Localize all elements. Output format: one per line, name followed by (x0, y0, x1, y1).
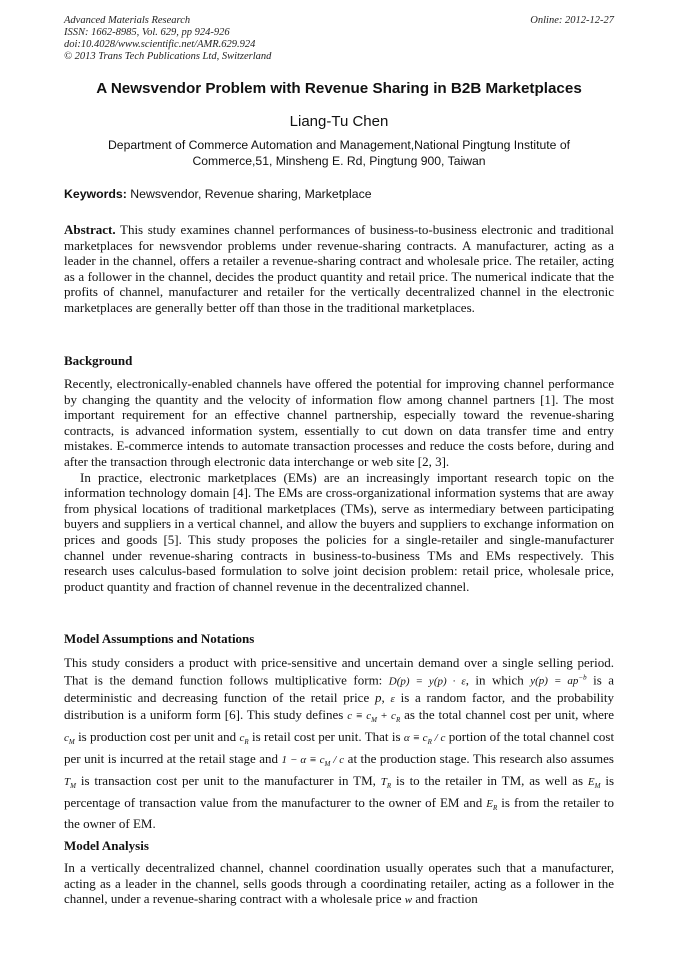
section-heading-assumptions: Model Assumptions and Notations (64, 631, 255, 646)
abstract-text: This study examines channel performances of business-to-business electronic and traditional marketplaces for newsvendor problems under revenue-sharing contracts. A manufacturer, acting as a leader in the channel, offers a retailer a revenue-sharing contract and wholesale price. The retailer, acting as a follower in the channel, decides the product quantity and retail price. The numerical indicate that the profits of channel, manufacturer and retailer for the vertically decentralized channel in the electronic marketplaces are generally better off than those in the traditional marketplaces. (64, 222, 614, 315)
keywords-text: Newsvendor, Revenue sharing, Marketplace (130, 187, 372, 201)
journal-name: Advanced Materials Research (64, 15, 191, 26)
one-minus-alpha-formula: $1 - \alpha \equiv c_M / c$ (281, 754, 345, 769)
journal-header (64, 15, 271, 63)
background-paragraph-1: Recently, electronically-enabled channels have offered the potential for improving channel performance by changing the quantity and the velocity of information flow among channel partners [1]. The most important requirement for an effective channel partnership, especially toward the revenue-sharing contracts, is advanced information system, essentially to cut down on data transfer time and entry mistakes. E-commerce intends to automate transaction processes and reduce the costs before, during and after the transaction through electronic data interchange or web site [2, 3]. (64, 376, 614, 469)
assumptions-paragraph: This study considers a product with price-sensitive and uncertain demand over a single selling period. That is the demand function follows multiplicative form: D(p) = y(p) · ε, in which $y(p) = ap^{-b}$ is a deterministic and decreasing function of the retail price p, ε is a random factor, and the probability distribution is a uniform form [6]. This study defines $c \equiv c_M + c_R$ as the total channel cost per unit, where $c_M$ is production cost per unit and $c_R$ is retail cost per unit. That is $\alpha \equiv c_R / c$ portion of the total channel cost per unit is incurred at the retail stage and $1 - \alpha \equiv c_M / c$ at the production stage. This research also assumes $T_M$ is transaction cost per unit to the manufacturer in TM, $T_R$ is to the retailer in TM, as well as $E_M$ is percentage of transaction value from the manufacturer to the owner of EM and $E_R$ is from the retailer to the owner of EM. (64, 655, 615, 832)
paper-title: A Newsvendor Problem with Revenue Sharing in B2B Marketplaces (96, 80, 582, 97)
alpha-formula: $\alpha \equiv c_R / c$ (403, 732, 446, 747)
wholesale-price-symbol: w (404, 894, 413, 907)
section-heading-analysis: Model Analysis (64, 838, 149, 853)
abstract-label: Abstract. (64, 222, 116, 237)
background-paragraph-2: In practice, electronic marketplaces (EMs) are an increasingly important research topic on the information technology domain [4]. The EMs are cross-organizational information systems that are away from physical locations of traditional marketplaces (TMs), serve as intermediary between participating buyers and suppliers in a vertical channel, and allow the buyers and suppliers to exchange information on prices and goods [5]. This study proposes the policies for a single-retailer and single-manufacturer channel under revenue-sharing contracts in business-to-business TMs and EMs respectively. This research uses calculus-based formulation to solve joint decision problem: retail price, wholesale price, product quantity and fraction of channel revenue in the decentralized channel. (64, 469, 614, 594)
author-name: Liang-Tu Chen (289, 113, 389, 130)
total-cost-formula: $c \equiv c_M + c_R$ (347, 710, 401, 725)
keywords-label: Keywords: (64, 187, 127, 201)
author-affiliation: Department of Commerce Automation and Management,National Pingtung Institute of Commerce,51, Minsheng E. Rd, Pingtung 900, Taiwan (107, 138, 571, 168)
copyright-line: © 2013 Trans Tech Publications Ltd, Switzerland (64, 51, 272, 62)
section-heading-background: Background (64, 353, 133, 368)
keywords-line (64, 187, 372, 201)
analysis-paragraph: In a vertically decentralized channel, channel coordination usually operates such that a manufacturer, acting as a leader in the channel, sells goods through a coordinating retailer, acting as a follower in the channel, under a revenue-sharing contract with a wholesale price w and fraction (64, 860, 614, 907)
abstract-paragraph (64, 222, 614, 316)
doi-line: doi:10.4028/www.scientific.net/AMR.629.924 (64, 39, 256, 50)
issn-line: ISSN: 1662-8985, Vol. 629, pp 924-926 (64, 27, 230, 38)
background-section (64, 376, 614, 594)
demand-function-formula: D(p) = y(p) · ε (388, 675, 466, 688)
online-date: Online: 2012-12-27 (530, 15, 614, 26)
deterministic-function-formula: $y(p) = ap^{-b}$ (530, 673, 587, 688)
